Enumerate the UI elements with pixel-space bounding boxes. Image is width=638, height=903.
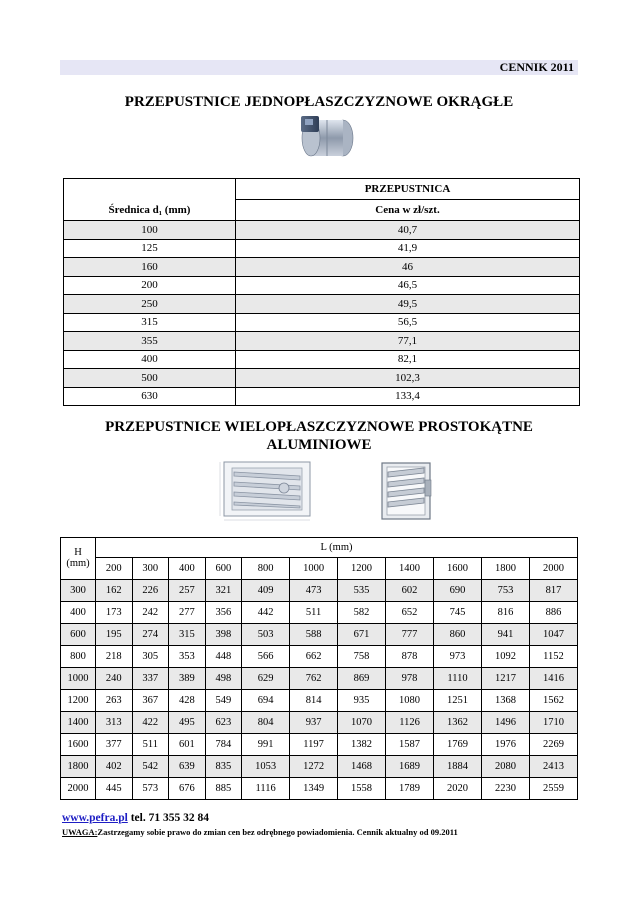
price-cell: 535 [338,580,386,602]
price-cell: 602 [386,580,434,602]
price-cell: 356 [205,602,242,624]
section1-title: PRZEPUSTNICE JEDNOPŁASZCZYZNOWE OKRĄGŁE [124,94,514,110]
price-cell: 639 [169,756,206,778]
table-row [61,778,578,800]
price-cell: 629 [242,668,290,690]
price-cell: 549 [205,690,242,712]
price-cell: 1558 [338,778,386,800]
price-cell: 1382 [338,734,386,756]
l-value-header: 1400 [386,558,434,580]
price-cell: 240 [96,668,133,690]
price-cell: 1349 [290,778,338,800]
l-value-header: 800 [242,558,290,580]
price-cell: 313 [96,712,133,734]
diameter-cell: 100 [64,221,236,240]
price-cell: 1251 [434,690,482,712]
price-cell: 1126 [386,712,434,734]
price-cell: 2020 [434,778,482,800]
footer-contact [62,812,209,824]
price-cell: 676 [169,778,206,800]
price-cell: 878 [386,646,434,668]
rectangular-damper-drawing [214,458,322,524]
price-cell: 2413 [529,756,577,778]
price-cell: 242 [132,602,169,624]
price-cell: 46,5 [236,276,580,295]
table-row [61,580,578,602]
price-cell: 1053 [242,756,290,778]
price-cell: 573 [132,778,169,800]
price-cell: 133,4 [236,387,580,406]
price-cell: 218 [96,646,133,668]
l-value-header: 300 [132,558,169,580]
price-cell: 162 [96,580,133,602]
price-cell: 82,1 [236,350,580,369]
price-cell: 422 [132,712,169,734]
price-cell: 758 [338,646,386,668]
price-cell: 941 [481,624,529,646]
price-cell: 935 [338,690,386,712]
price-cell: 277 [169,602,206,624]
diameter-cell: 200 [64,276,236,295]
price-cell: 762 [290,668,338,690]
section2-title: PRZEPUSTNICE WIELOPŁASZCZYZNOWE PROSTOKĄTNE ALUMINIOWE [105,419,533,453]
note-label: UWAGA: [62,827,98,837]
price-cell: 389 [169,668,206,690]
price-cell: 473 [290,580,338,602]
h-value-cell: 2000 [61,778,96,800]
price-cell: 402 [96,756,133,778]
price-cell: 257 [169,580,206,602]
round-damper-price-table [63,178,580,406]
price-cell: 835 [205,756,242,778]
table-row [61,624,578,646]
price-cell: 337 [132,668,169,690]
price-cell: 321 [205,580,242,602]
price-cell: 1362 [434,712,482,734]
l-value-header: 1600 [434,558,482,580]
price-cell: 353 [169,646,206,668]
round-damper-image [297,112,357,160]
price-cell: 2230 [481,778,529,800]
price-cell: 40,7 [236,221,580,240]
diameter-cell: 125 [64,239,236,258]
l-value-header: 600 [205,558,242,580]
h-value-cell: 1600 [61,734,96,756]
price-cell: 652 [386,602,434,624]
price-cell: 690 [434,580,482,602]
price-cell: 1587 [386,734,434,756]
price-cell: 1468 [338,756,386,778]
price-cell: 1769 [434,734,482,756]
price-cell: 753 [481,580,529,602]
h-value-cell: 1000 [61,668,96,690]
price-cell: 784 [205,734,242,756]
h-unit: (mm) [61,558,96,580]
price-cell: 937 [290,712,338,734]
h-value-cell: 400 [61,602,96,624]
l-value-header: 1800 [481,558,529,580]
price-cell: 1197 [290,734,338,756]
price-cell: 671 [338,624,386,646]
price-cell: 305 [132,646,169,668]
h-value-cell: 1800 [61,756,96,778]
price-cell: 315 [169,624,206,646]
table-row [64,369,580,388]
price-cell: 1689 [386,756,434,778]
price-cell: 442 [242,602,290,624]
price-cell: 804 [242,712,290,734]
price-cell: 694 [242,690,290,712]
h-value-cell: 800 [61,646,96,668]
diameter-cell: 355 [64,332,236,351]
diameter-cell: 400 [64,350,236,369]
price-cell: 503 [242,624,290,646]
price-cell: 566 [242,646,290,668]
price-cell: 869 [338,668,386,690]
l-value-header: 2000 [529,558,577,580]
diameter-cell: 315 [64,313,236,332]
price-cell: 745 [434,602,482,624]
l-value-header: 1200 [338,558,386,580]
price-cell: 1272 [290,756,338,778]
col-price-header: Cena w zł/szt. [236,200,580,221]
price-cell: 2559 [529,778,577,800]
table-row [64,295,580,314]
diameter-cell: 250 [64,295,236,314]
table-row [64,350,580,369]
price-cell: 991 [242,734,290,756]
table-row [61,734,578,756]
price-cell: 1368 [481,690,529,712]
price-cell: 77,1 [236,332,580,351]
col-diameter-header: Średnica d₁ (mm) [64,200,236,221]
col-group-header: PRZEPUSTNICA [236,179,580,200]
note-text: Zastrzegamy sobie prawo do zmian cen bez odrębnego powiadomienia. Cennik aktualny od 09.2011 [97,827,458,837]
price-cell: 817 [529,580,577,602]
price-cell: 49,5 [236,295,580,314]
table-row [64,276,580,295]
price-cell: 777 [386,624,434,646]
header-bar [60,60,578,75]
price-cell: 1116 [242,778,290,800]
price-cell: 542 [132,756,169,778]
price-cell: 1562 [529,690,577,712]
price-cell: 2269 [529,734,577,756]
price-cell: 367 [132,690,169,712]
rectangular-damper-photo [378,460,434,522]
website-link[interactable]: www.pefra.pl [62,812,128,824]
price-cell: 226 [132,580,169,602]
price-cell: 46 [236,258,580,277]
price-cell: 582 [338,602,386,624]
price-cell: 1710 [529,712,577,734]
table-row [64,387,580,406]
price-cell: 102,3 [236,369,580,388]
price-cell: 662 [290,646,338,668]
price-cell: 816 [481,602,529,624]
l-value-header: 1000 [290,558,338,580]
price-cell: 588 [290,624,338,646]
h-value-cell: 1200 [61,690,96,712]
price-cell: 56,5 [236,313,580,332]
price-cell: 1789 [386,778,434,800]
price-cell: 623 [205,712,242,734]
price-cell: 601 [169,734,206,756]
price-cell: 173 [96,602,133,624]
table-row [61,690,578,712]
price-cell: 445 [96,778,133,800]
h-header: H [61,538,96,558]
h-value-cell: 1400 [61,712,96,734]
table-row [64,258,580,277]
h-value-cell: 600 [61,624,96,646]
price-cell: 886 [529,602,577,624]
l-value-header: 200 [96,558,133,580]
price-cell: 409 [242,580,290,602]
table-row [61,646,578,668]
table-row [61,668,578,690]
table-row [64,313,580,332]
l-value-header: 400 [169,558,206,580]
table-row [64,239,580,258]
price-cell: 274 [132,624,169,646]
price-cell: 1496 [481,712,529,734]
price-cell: 1217 [481,668,529,690]
price-cell: 860 [434,624,482,646]
table-row [61,712,578,734]
table-row [64,221,580,240]
price-cell: 495 [169,712,206,734]
diameter-cell: 160 [64,258,236,277]
price-cell: 511 [132,734,169,756]
price-cell: 1884 [434,756,482,778]
price-cell: 263 [96,690,133,712]
price-cell: 448 [205,646,242,668]
price-cell: 511 [290,602,338,624]
price-cell: 1092 [481,646,529,668]
price-cell: 814 [290,690,338,712]
diameter-cell: 500 [64,369,236,388]
table-row [61,602,578,624]
diameter-cell: 630 [64,387,236,406]
price-cell: 1976 [481,734,529,756]
price-cell: 398 [205,624,242,646]
price-cell: 885 [205,778,242,800]
price-cell: 41,9 [236,239,580,258]
price-list-label: CENNIK 2011 [499,60,574,74]
price-cell: 498 [205,668,242,690]
table-row [64,332,580,351]
table-row [61,756,578,778]
price-cell: 1110 [434,668,482,690]
price-cell: 1416 [529,668,577,690]
rectangular-damper-price-table [60,537,578,800]
phone-number: tel. 71 355 32 84 [127,812,209,824]
price-cell: 377 [96,734,133,756]
price-cell: 973 [434,646,482,668]
h-value-cell: 300 [61,580,96,602]
l-header: L (mm) [96,538,578,558]
price-cell: 1152 [529,646,577,668]
price-cell: 195 [96,624,133,646]
price-cell: 1047 [529,624,577,646]
price-cell: 428 [169,690,206,712]
price-cell: 978 [386,668,434,690]
price-cell: 2080 [481,756,529,778]
price-cell: 1080 [386,690,434,712]
footer-note [62,827,458,837]
price-cell: 1070 [338,712,386,734]
